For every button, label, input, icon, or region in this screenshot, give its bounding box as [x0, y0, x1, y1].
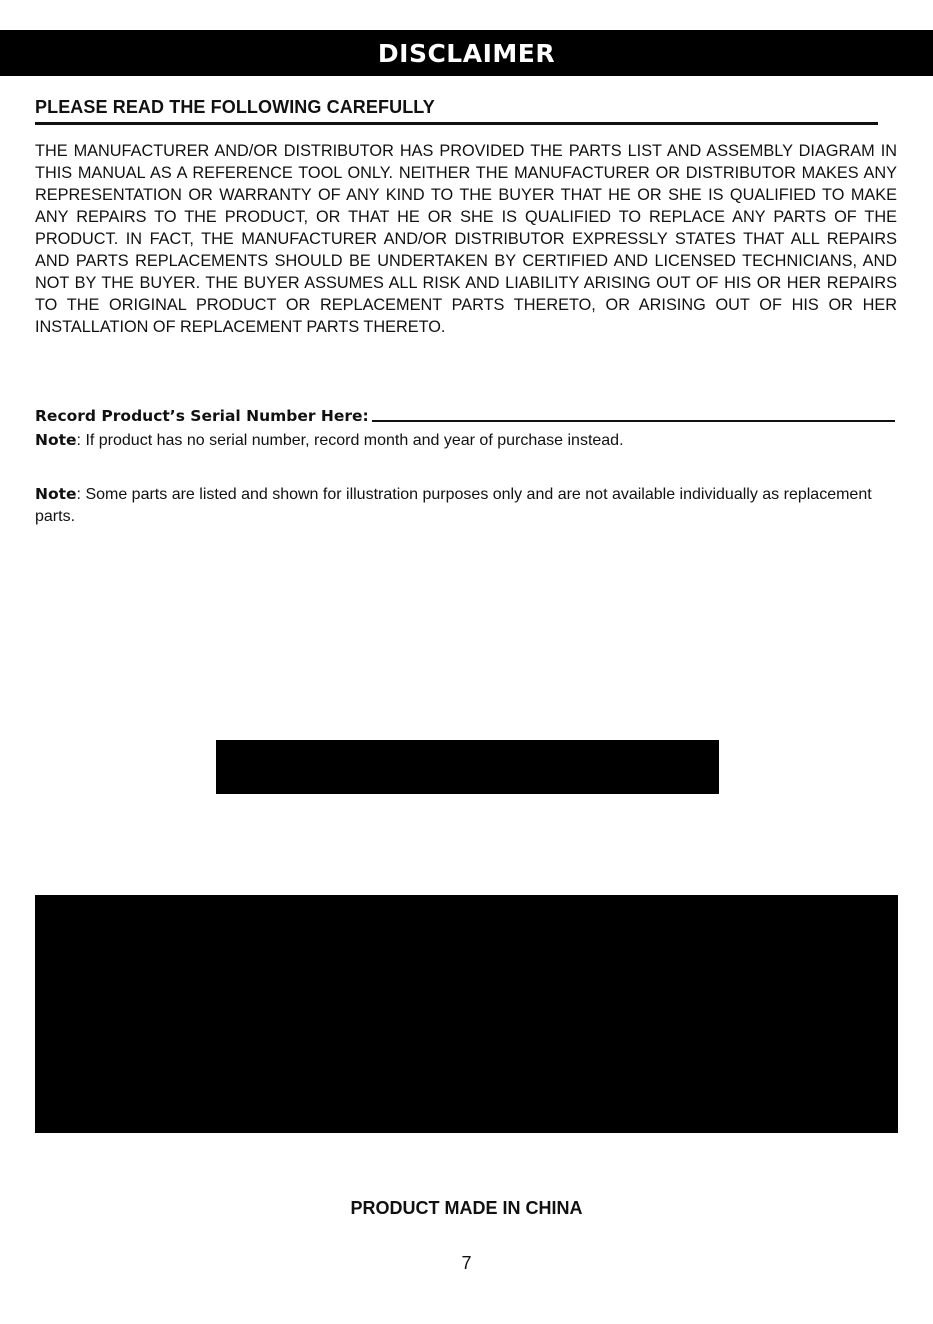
disclaimer-paragraph: THE MANUFACTURER AND/OR DISTRIBUTOR HAS PROVIDED THE PARTS LIST AND ASSEMBLY DIAGRAM IN THIS MANUAL AS A REFERENCE TOOL ONLY. NEITHER THE MANUFACTURER OR DISTRIBUTOR MAKES ANY REPRESENTATION OR WARRANTY OF ANY KIND TO THE BUYER THAT HE OR SHE IS QUALIFIED TO MAKE ANY REPAIRS TO THE PRODUCT, OR THAT HE OR SHE IS QUALIFIED TO REPLACE ANY PARTS OF THE PRODUCT. IN FACT, THE MANUFACTURER AND/OR DISTRIBUTOR EXPRESSLY STATES THAT ALL REPAIRS AND PARTS REPLACEMENTS SHOULD BE UNDERTAKEN BY CERTIFIED AND LICENSED TECHNICIANS, AND NOT BY THE BUYER. THE BUYER ASSUMES ALL RISK AND LIABILITY ARISING OUT OF HIS OR HER REPAIRS TO THE ORIGINAL PRODUCT OR REPLACEMENT PARTS THERETO, OR ARISING OUT OF HIS OR HER INSTALLATION OF REPLACEMENT PARTS THERETO.	[35, 142, 897, 336]
note-text: : Some parts are listed and shown for illustration purposes only and are not available individually as replacement parts.	[35, 486, 872, 525]
note-label: Note	[35, 431, 77, 449]
note-parts	[35, 483, 897, 528]
serial-number-label: Record Product’s Serial Number Here:	[35, 407, 369, 425]
serial-number-row	[35, 407, 895, 425]
page-number: 7	[461, 1253, 472, 1273]
page-title: DISCLAIMER	[377, 38, 556, 68]
note-serial	[35, 429, 897, 452]
redaction-block-small	[216, 740, 719, 794]
serial-number-write-line	[372, 420, 895, 422]
section-heading: PLEASE READ THE FOLLOWING CAREFULLY	[35, 97, 435, 117]
redaction-block-large	[35, 895, 898, 1133]
product-origin-text: PRODUCT MADE IN CHINA	[350, 1198, 583, 1218]
note-label: Note	[35, 485, 77, 503]
disclaimer-header-bar	[0, 30, 933, 76]
note-text: : If product has no serial number, record month and year of purchase instead.	[76, 432, 624, 449]
heading-underline	[35, 122, 878, 125]
